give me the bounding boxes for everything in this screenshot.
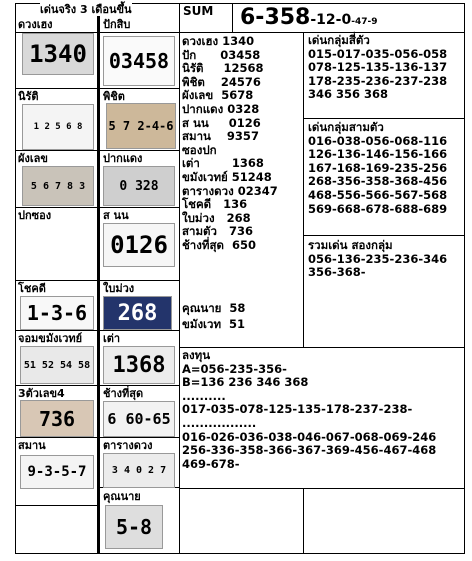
group2-line: 268-356-358-368-456 (308, 174, 448, 189)
label-phang-lek: ผังเลข (18, 152, 48, 165)
tile-phichit: 5 7 2-4-6 (106, 103, 176, 149)
summary-line: นิรัติ 12568 (182, 61, 264, 76)
tile-jom-khamang: 51 52 54 58 (20, 346, 94, 384)
summary-line: เต่า 1368 (182, 156, 264, 171)
label-pak-daeng: ปากแดง (103, 152, 143, 165)
group1-line: 015-017-035-056-058 (308, 46, 448, 61)
group2-line: 167-168-169-235-256 (308, 160, 448, 175)
tile-saman: 9-3-5-7 (20, 455, 94, 489)
summary-line: คุณนาย 58 (182, 301, 246, 315)
group1-line: 178-235-236-237-238 (308, 73, 448, 88)
summary-line: พิชิต 24576 (182, 74, 261, 89)
summary-line: ขมังเวทย์ 51248 (182, 169, 272, 184)
summary-line: สามตัว 736 (182, 224, 253, 239)
label-sam-tua: 3ตัวเลข4 (18, 387, 65, 400)
group1-line: 078-125-135-136-137 (308, 60, 448, 75)
sequence-line: 017-035-078-125-135-178-237-238- (182, 402, 413, 417)
group2-line: 016-038-056-068-116 (308, 133, 448, 148)
summary-line: ตารางดวง 02347 (182, 183, 278, 198)
label-bai-muang: ใบม่วง (103, 282, 135, 295)
summary-line: โชคดี 136 (182, 197, 248, 212)
summary-line: ช้างที่สุด 650 (182, 237, 256, 252)
label-phichit: พิชิต (103, 90, 125, 103)
group1-block (308, 34, 447, 102)
group3-line: 056-136-235-236-346 (308, 251, 448, 266)
group3-line: 356-368- (308, 265, 366, 280)
page-header-title: เด่นจริง 3 เดือนขึ้น (40, 3, 132, 16)
label-pak-sip: ปักสิบ (103, 18, 131, 31)
tile-chang-thi-sut: 6 60-65 (103, 401, 175, 437)
tile-pak-daeng: 0 328 (103, 166, 175, 206)
group3-block (308, 239, 447, 280)
sum-mid: -12-0 (310, 12, 352, 28)
summary-list (182, 35, 278, 253)
summary-line: ใบม่วง 268 (182, 210, 251, 225)
summary-line: ขมังเวท 51 (182, 317, 246, 331)
dots-separator: ................. (182, 415, 257, 430)
tile-sor-non: 0126 (103, 223, 175, 267)
tile-tarang-duang: 3 4 0 2 7 (103, 453, 175, 488)
tile-nirat: 1 2 5 6 8 (22, 104, 94, 150)
summary-extra (182, 300, 245, 332)
sequence-line: 256-336-358-366-367-369-456-467-468 (182, 443, 437, 458)
group2-line: 126-136-146-156-166 (308, 147, 448, 162)
invest-a: A=056-235-356- (182, 361, 287, 376)
label-chang-thi-sut: ช้างที่สุด (103, 387, 144, 400)
sum-value (240, 5, 378, 30)
sequence-line: 469-678- (182, 456, 240, 471)
sum-label: SUM (183, 4, 214, 18)
summary-line: ดวงเฮง 1340 (182, 34, 255, 48)
label-tarang-duang: ตารางดวง (103, 439, 153, 452)
group1-line: 346 356 368 (308, 87, 389, 102)
group3-title: รวมเด่น สองกลุ่ม (308, 238, 393, 252)
group1-title: เด่นกลุ่มสี่ตัว (308, 33, 370, 47)
tile-sam-tua: 736 (20, 400, 94, 437)
label-saman: สมาน (18, 439, 46, 452)
tile-pak-sip: 03458 (103, 36, 175, 86)
invest-b: B=136 236 346 368 (182, 375, 309, 390)
group2-block (308, 121, 447, 216)
label-nirat: นิรัติ (18, 90, 39, 103)
sequence-line: 016-026-036-038-046-067-068-069-246 (182, 429, 437, 444)
sum-small: -47-9 (351, 17, 378, 27)
tile-khun-nai: 5-8 (105, 505, 163, 549)
summary-line: สมาน 9357 (182, 129, 259, 144)
group2-title: เด่นกลุ่มสามตัว (308, 120, 384, 134)
tile-phang-lek: 5 6 7 8 3 (22, 166, 94, 206)
summary-line: ปัก 03458 (182, 47, 261, 62)
label-khun-nai: คุณนาย (103, 490, 141, 503)
label-tao: เต่า (103, 332, 121, 345)
tile-chok-di: 1-3-6 (20, 296, 94, 330)
summary-line: ปากแดง 0328 (182, 101, 260, 116)
dots-separator: .......... (182, 388, 226, 403)
label-jom-khamang: จอมขมังเวทย์ (18, 332, 83, 345)
tile-tao: 1368 (103, 346, 175, 384)
label-sor-non: ส นน (103, 209, 129, 222)
group2-line: 569-668-678-688-689 (308, 201, 448, 216)
invest-title: ลงทุน (182, 348, 211, 362)
summary-line: ผังเลข 5678 (182, 88, 254, 103)
invest-block (182, 349, 436, 471)
tile-bai-muang: 268 (103, 296, 172, 330)
sum-main: 6-358 (240, 5, 311, 30)
summary-line: ซองปก (182, 142, 217, 157)
tile-duang-heng: 1340 (22, 33, 94, 75)
label-duang-heng: ดวงเฮง (18, 18, 53, 31)
label-chok-di: โชคดี (18, 282, 46, 295)
label-pok-song: ปกซอง (18, 209, 52, 222)
summary-line: ส นน 0126 (182, 115, 261, 130)
group2-line: 468-556-566-567-568 (308, 187, 448, 202)
